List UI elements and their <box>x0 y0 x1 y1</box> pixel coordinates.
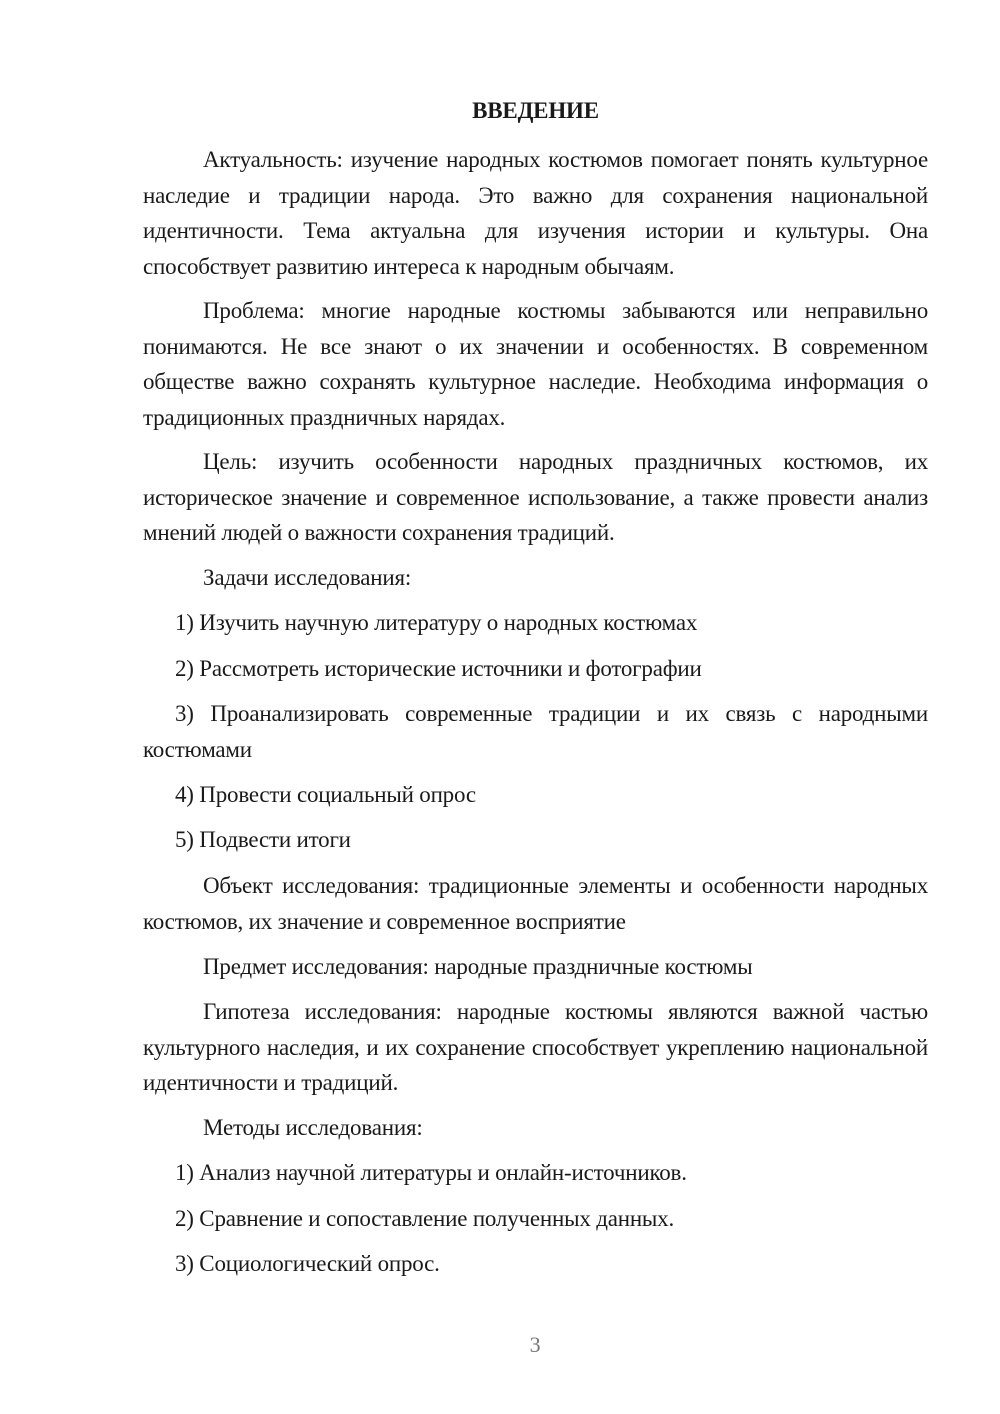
hypothesis-paragraph: Гипотеза исследования: народные костюмы являются важной частью культурного наследия, и их сохранение способствует укреплению национальной идентичности и традиций. <box>143 999 928 1095</box>
tasks-heading: Задачи исследования: <box>203 565 412 590</box>
task-item-4: 4) Провести социальный опрос <box>175 782 476 807</box>
method-item-1: 1) Анализ научной литературы и онлайн-источников. <box>175 1160 687 1185</box>
subject-paragraph: Предмет исследования: народные праздничные костюмы <box>203 954 753 979</box>
task-item-5: 5) Подвести итоги <box>175 827 351 852</box>
method-item-2: 2) Сравнение и сопоставление полученных данных. <box>175 1206 675 1231</box>
task-item-1: 1) Изучить научную литературу о народных костюмах <box>175 610 698 635</box>
page-number: 3 <box>529 1332 541 1357</box>
problem-paragraph: Проблема: многие народные костюмы забываются или неправильно понимаются. Не все знают о их значении и особенностях. В современном обществе важно сохранять культурное наследие. Необходима информация о традиционных праздничных нарядах. <box>143 298 928 430</box>
methods-heading: Методы исследования: <box>203 1115 423 1140</box>
object-paragraph: Объект исследования: традиционные элементы и особенности народных костюмов, их значение и современное восприятие <box>143 873 928 934</box>
task-item-2: 2) Рассмотреть исторические источники и фотографии <box>175 656 702 681</box>
section-title: ВВЕДЕНИЕ <box>472 98 599 123</box>
relevance-paragraph: Актуальность: изучение народных костюмов помогает понять культурное наследие и традиции народа. Это важно для сохранения национальной идентичности. Тема актуальна для изучения истории и культуры. Она способствует развитию интереса к народным обычаям. <box>143 147 928 279</box>
method-item-3: 3) Социологический опрос. <box>175 1251 440 1276</box>
task-item-3: 3) Проанализировать современные традиции и их связь с народными костюмами <box>143 701 928 762</box>
goal-paragraph: Цель: изучить особенности народных праздничных костюмов, их историческое значение и современное использование, а также провести анализ мнений людей о важности сохранения традиций. <box>143 449 928 545</box>
